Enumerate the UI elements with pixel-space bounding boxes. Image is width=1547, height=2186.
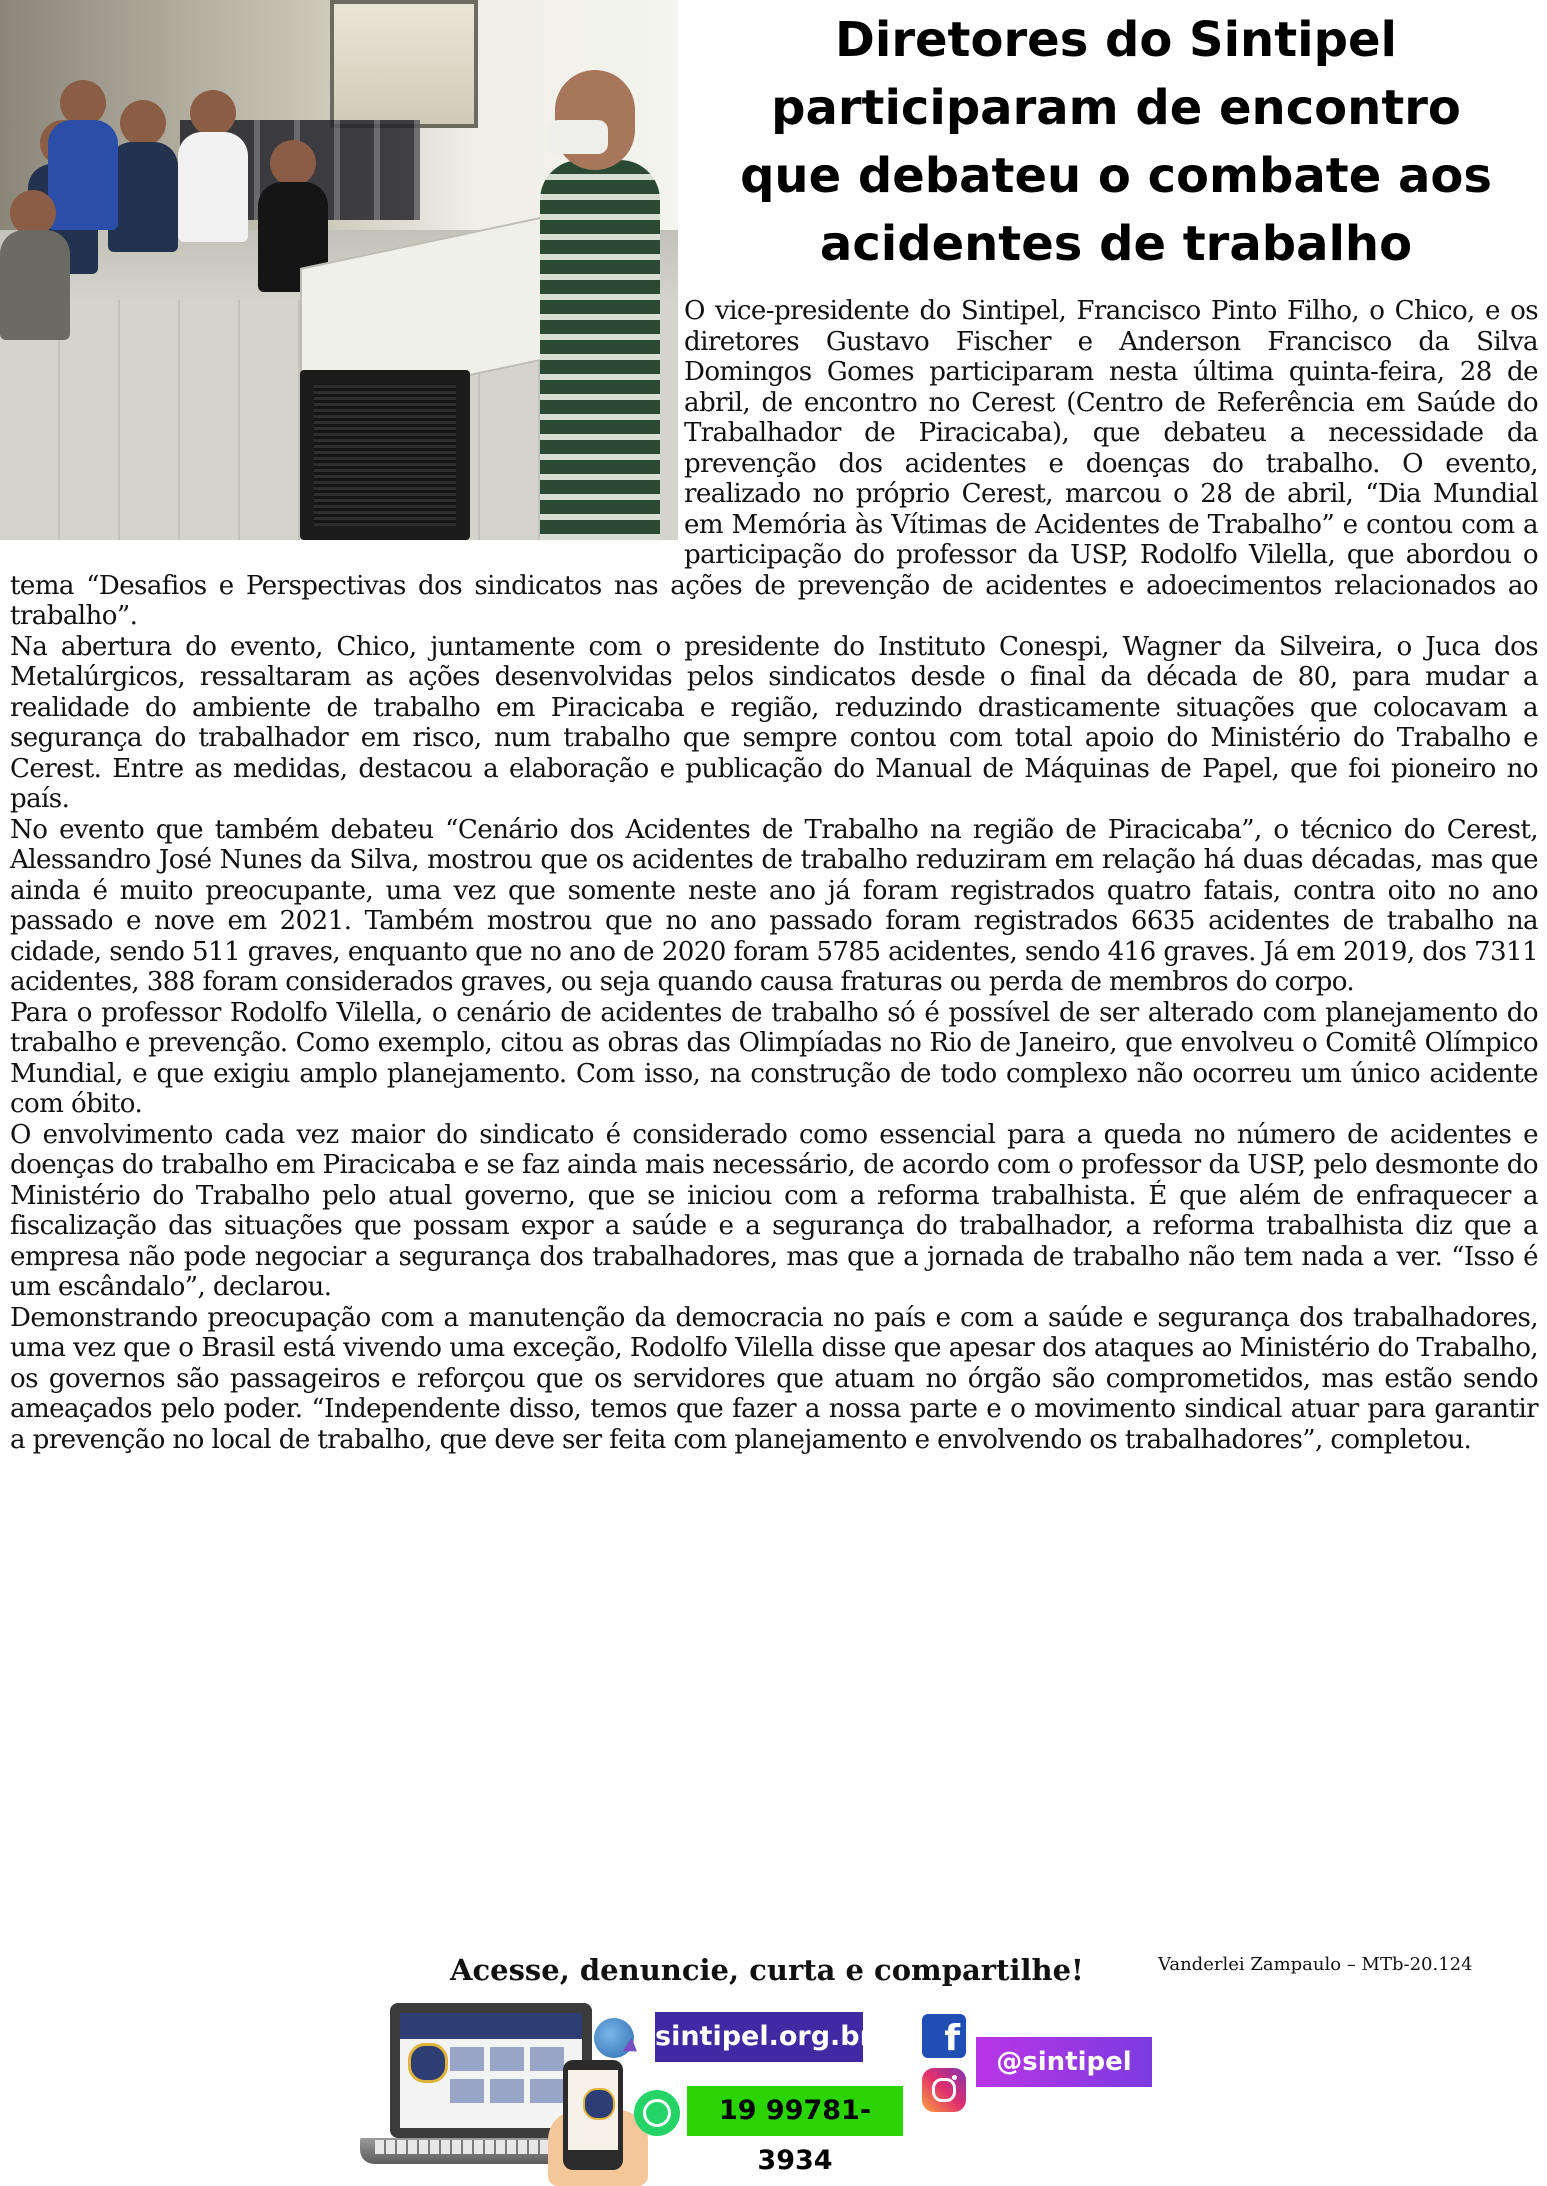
title-line: que debateu o combate aos <box>740 148 1492 204</box>
article-body <box>10 296 1538 1455</box>
article-title <box>690 6 1542 278</box>
article-paragraph: Demonstrando preocupação com a manutenção da democracia no país e com a saúde e segurança dos trabalhadores, uma vez que o Brasil está vivendo uma exceção, Rodolfo Vilella disse que apesar dos ataques ao Ministério do Trabalho, os governos são passageiros e reforçou que os servidores que atuam no órgão são comprometidos, mas estão sendo ameaçados pelo poder. “Independente disso, temos que fazer a nossa parte e o movimento sindical atuar para garantir a prevenção no local de trabalho, que deve ser feita com planejamento e envolvendo os trabalhadores”, completou. <box>10 1302 1538 1455</box>
call-to-action: Acesse, denuncie, curta e compartilhe! <box>450 1953 1084 1987</box>
smartphone-icon <box>563 2060 623 2170</box>
title-line: Diretores do Sintipel <box>835 12 1397 68</box>
instagram-icon[interactable] <box>922 2068 966 2112</box>
whatsapp-number[interactable]: 19 99781-3934 <box>687 2086 903 2136</box>
article-paragraph: O envolvimento cada vez maior do sindicato é considerado como essencial para a queda no número de acidentes e doenças do trabalho em Piracicaba e se faz ainda mais necessário, de acordo com o professor da USP, pelo desmonte do Ministério do Trabalho pelo atual governo, que se iniciou com a reforma trabalhista. É que além de enfraquecer a fiscalização das situações que possam expor a saúde e a segurança do trabalhador, a reforma trabalhista diz que a empresa não pode negociar a segurança dos trabalhadores, mas que a jornada de trabalho não tem nada a ver. “Isso é um escândalo”, declarou. <box>10 1119 1538 1302</box>
article-paragraph: Na abertura do evento, Chico, juntamente com o presidente do Instituto Conespi, Wagner da Silveira, o Juca dos Metalúrgicos, ressaltaram as ações desenvolvidas pelos sindicatos desde o final da década de 80, para mudar a realidade do ambiente de trabalho em Piracicaba e região, reduzindo drasticamente situações que colocavam a segurança do trabalhador em risco, num trabalho que sempre contou com total apoio do Ministério do Trabalho e Cerest. Entre as medidas, destacou a elaboração e publicação do Manual de Máquinas de Papel, que foi pioneiro no país. <box>10 631 1538 814</box>
article-paragraph: Para o professor Rodolfo Vilella, o cenário de acidentes de trabalho só é possível de ser alterado com planejamento do trabalho e prevenção. Como exemplo, citou as obras das Olimpíadas no Rio de Janeiro, que envolveu o Comitê Olímpico Mundial, e que exigiu amplo planejamento. Com isso, na construção de todo complexo não ocorreu um único acidente com óbito. <box>10 997 1538 1119</box>
title-line: acidentes de trabalho <box>819 216 1413 272</box>
article-paragraph: No evento que também debateu “Cenário dos Acidentes de Trabalho na região de Piracicaba”, o técnico do Cerest, Alessandro José Nunes da Silva, mostrou que os acidentes de trabalho reduziram em relação há duas décadas, mas que ainda é muito preocupante, uma vez que somente neste ano já foram registrados quatro fatais, contra oito no ano passado e nove em 2021. Também mostrou que no ano passado foram registrados 6635 acidentes de trabalho na cidade, sendo 511 graves, enquanto que no ano de 2020 foram 5785 acidentes, sendo 416 graves. Já em 2019, dos 7311 acidentes, 388 foram considerados graves, ou seja quando causa fraturas ou perda de membros do corpo. <box>10 814 1538 997</box>
social-handle[interactable]: @sintipel <box>976 2037 1152 2087</box>
facebook-icon[interactable]: f <box>922 2014 966 2058</box>
website-link[interactable]: sintipel.org.br <box>655 2012 863 2062</box>
whatsapp-icon <box>634 2090 680 2136</box>
title-line: participaram de encontro <box>771 80 1461 136</box>
article-paragraph: O vice-presidente do Sintipel, Francisco Pinto Filho, o Chico, e os diretores Gustavo Fischer e Anderson Francisco da Silva Domingos Gomes participaram nesta última quinta-feira, 28 de abril, de encontro no Cerest (Centro de Referência em Saúde do Trabalhador de Piracicaba), que debateu a necessidade da prevenção dos acidentes e doenças do trabalho. O evento, realizado no próprio Cerest, marcou o 28 de abril, “Dia Mundial em Memória às Vítimas de Acidentes de Trabalho” e contou com a participação do professor da USP, Rodolfo Vilella, que abordou o tema “Desafios e Perspectivas dos sindicatos nas ações de prevenção de acidentes e adoecimentos relacionados ao trabalho”. <box>10 296 1538 631</box>
author-signature: Vanderlei Zampaulo – MTb-20.124 <box>1158 1954 1473 1975</box>
